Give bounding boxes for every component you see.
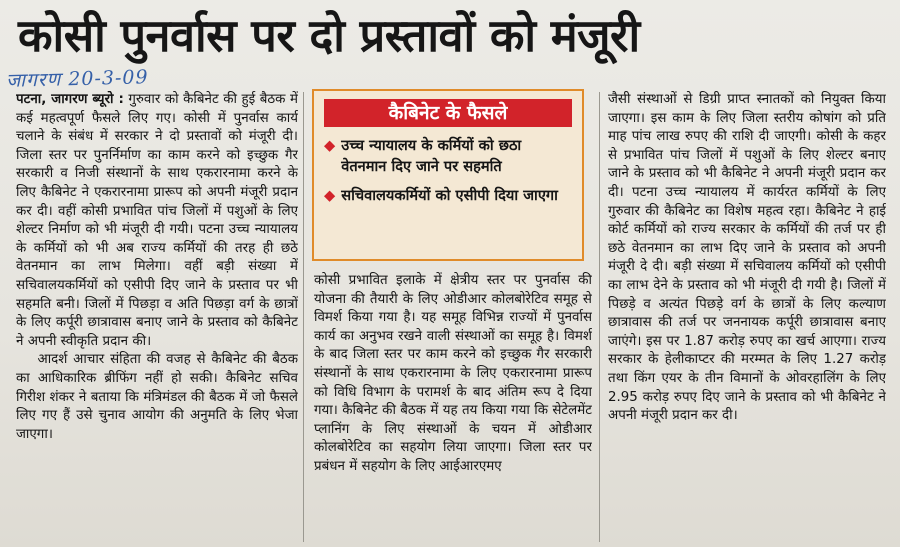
highlight-box-item (324, 135, 570, 177)
bullet-icon: ◆ (324, 137, 336, 154)
highlight-box-item (324, 185, 570, 206)
column-1-paragraph-1 (16, 91, 298, 351)
highlight-box-item-text: सचिवालयकर्मियों को एसीपी दिया जाएगा (341, 187, 558, 204)
column-2-paragraph-1: कोसी प्रभावित इलाके में क्षेत्रीय स्तर पर पुनर्वास की योजना की तैयारी के लिए ओडीआर कोलबोरेटिव समूह से विमर्श किया गया है। यह समूह विभिन्न राज्यों में पुनर्वास कार्य का अनुभव रखने वाली संस्थाओं का समूह है। विमर्श के बाद जिला स्तर पर काम करने को इच्छुक गैर सरकारी संस्थानों के साथ एकरारनामा के लिए एकरारनामा प्रारूप को विधि विभाग के परामर्श के बाद अंतिम रूप दे दिया गया। कैबिनेट की बैठक में यह तय किया गया कि सेटेलमेंट प्लानिंग के लिए संस्थाओं के चयन में ओडीआर कोलबोरेटिव का सहयोग लिया जाएगा। जिला स्तर पर प्रबंधन में सहयोग के लिए आईआरएमए (314, 273, 592, 474)
column-divider-2 (599, 92, 600, 542)
article-column-3 (608, 91, 886, 542)
column-divider-1 (303, 92, 304, 542)
highlight-box (312, 89, 584, 261)
dateline: पटना, जागरण ब्यूरो : (16, 92, 124, 107)
highlight-box-title: कैबिनेट के फैसले (324, 99, 572, 127)
column-3-paragraph-1: जैसी संस्थाओं से डिग्री प्राप्त स्नातकों को नियुक्त किया जाएगा। इस काम के लिए जिला स्तरीय कोषांग को प्रति माह पांच लाख रुपए की राशि दी जाएगी। कोसी के कहर से प्रभावित पांच जिलों में पशुओं के लिए शेल्टर बनाए जाने के प्रस्ताव को भी कैबिनेट ने अपनी मंजूरी प्रदान कर दी। पटना उच्च न्यायालय में कार्यरत कर्मियों के लिए गुरुवार की कैबिनेट का विशेष महत्व रहा। कैबिनेट ने हाई कोर्ट कर्मियों को राज्य सरकार के कर्मियों की तर्ज पर ही छठे वेतनमान का लाभ दिए जाने के प्रस्ताव को अपनी मंजूरी दे दी। बड़ी संख्या में सचिवालय कर्मियों को एसीपी का लाभ देने के प्रस्ताव को भी मंजूरी दी गयी है। जिलों में पिछड़े व अत्यंत पिछड़े वर्ग के छात्रों के लिए कल्याण छात्रावास की तर्ज पर जननायक कर्पूरी छात्रावास बनाए जाएंगे। इस पर 1.87 करोड़ रुपए का खर्च आएगा। राज्य सरकार के हेलीकाप्टर की मरम्मत के लिए 1.27 करोड़ तथा किंग एयर के तीन विमानों के ओवरहालिंग के लिए 2.95 करोड़ रुपए दिए जाने के प्रस्ताव को भी कैबिनेट ने अपनी मंजूरी प्रदान कर दी। (608, 92, 886, 424)
handwritten-date-note: जागरण 20-3-09 (5, 66, 149, 92)
bullet-icon: ◆ (324, 187, 336, 204)
headline: कोसी पुनर्वास पर दो प्रस्तावों को मंजूरी (18, 9, 640, 62)
column-1-paragraph-2: आदर्श आचार संहिता की वजह से कैबिनेट की बैठक का आधिकारिक ब्रीफिंग नहीं हो सकी। कैबिनेट सचिव गिरीश शंकर ने बताया कि मंत्रिमंडल की बैठक में जो फैसले लिए गए हैं उसे चुनाव आयोग की अनुमति के लिए भेजा जाएगा। (16, 352, 298, 442)
column-1-text-1: गुरुवार को कैबिनेट की हुई बैठक में कई महत्वपूर्ण फैसले लिए गए। कोसी में पुनर्वास कार्य चलाने के संबंध में सरकार ने दो प्रस्तावों को मंजूरी दी। जिला स्तर पर पुनर्निर्माण का काम करने को इच्छुक गैर सरकारी व निजी संस्थानों के साथ एकरारनामा करने के लिए कैबिनेट ने एकरारनामा प्रारूप को अपनी मंजूरी प्रदान कर दी। वहीं कोसी प्रभावित पांच जिलों में पशुओं के लिए शेल्टर निर्माण को भी मंजूरी दी गयी। पटना उच्च न्यायालय के कर्मियों को भी अब राज्य कर्मियों की तरह ही छठे वेतनमान का लाभ मिलेगा। वहीं बड़ी संख्या में सचिवालयकर्मियों को एसीपी दिए जाने के प्रस्ताव पर भी सहमति बनी। जिलों में पिछड़ा व अति पिछड़ा वर्ग के छात्रों के लिए कर्पूरी छात्रावास बनाए जाने के प्रस्ताव को कैबिनेट ने अपनी स्वीकृति प्रदान की। (16, 92, 298, 349)
article-column-2 (314, 272, 592, 542)
highlight-box-item-text: उच्च न्यायालय के कर्मियों को छठा वेतनमान दिए जाने पर सहमति (341, 137, 522, 175)
article-column-1 (16, 91, 298, 542)
